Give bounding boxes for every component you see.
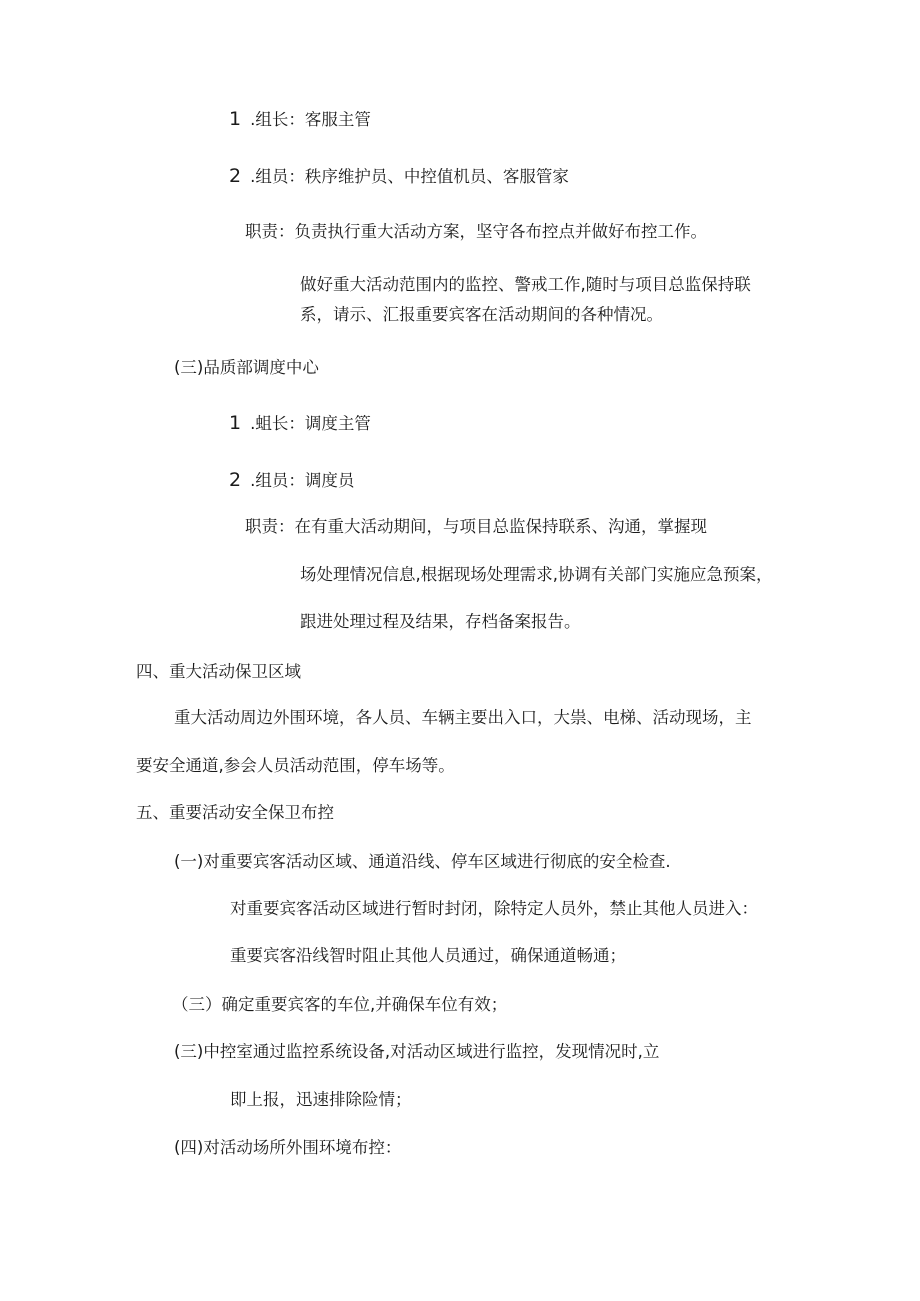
duty-continuation: 跟进处理过程及结果，存档备案报告。 [300, 612, 581, 631]
body-paragraph: 重要宾客沿线智时阻止其他人员通过，确保通道畅通； [230, 946, 626, 965]
list-number: 1 [229, 108, 242, 130]
list-text: .组长：客服主管 [250, 110, 371, 129]
list-item-leader [229, 107, 371, 132]
list-number: 1 [229, 412, 242, 434]
body-paragraph: 对重要宾客活动区域进行暂时封闭，除特定人员外，禁止其他人员进入： [230, 899, 758, 918]
list-item-members [229, 164, 569, 189]
list-number: 2 [229, 469, 242, 491]
list-item-members [229, 468, 354, 493]
list-number: 2 [229, 165, 242, 187]
list-text: .组员：秩序维护员、中控值机员、客服管家 [250, 167, 569, 186]
subsection-item: （三）确定重要宾客的车位,并确保车位有效； [172, 995, 508, 1014]
list-text: .组员：调度员 [250, 471, 355, 490]
body-paragraph: 重大活动周边外围环境，各人员、车辆主要出入口，大祟、电梯、活动现场，主 [174, 708, 752, 727]
duty-continuation: 做好重大活动范围内的监控、警戒工作,随时与项目总监保持联 [300, 275, 751, 294]
subsection-item: (一)对重要宾客活动区域、通道沿线、停车区域进行彻底的安全检查. [174, 852, 671, 871]
duty-paragraph: 职责：负责执行重大活动方案，坚守各布控点并做好布控工作。 [245, 222, 707, 241]
section-heading: 四、重大活动保卫区域 [136, 662, 301, 681]
body-continuation: 即上报，迅速排除险情； [230, 1090, 412, 1109]
list-item-leader [229, 411, 371, 436]
subsection-item: (三)中控室通过监控系统设备,对活动区域进行监控，发现情况时,立 [174, 1042, 660, 1061]
duty-paragraph: 职责：在有重大活动期间，与项目总监保持联系、沟通，掌握现 [245, 517, 707, 536]
subsection-item: (四)对活动场所外围环境布控： [174, 1138, 402, 1157]
subsection-heading: (三)品质部调度中心 [174, 358, 319, 377]
duty-continuation: 场处理情况信息,根据现场处理需求,协调有关部门实施应急预案， [300, 565, 773, 584]
list-text: .蛆长：调度主管 [250, 414, 371, 433]
section-heading: 五、重要活动安全保卫布控 [136, 803, 334, 822]
body-continuation: 要安全通道,参会人员活动范围，停车场等。 [136, 756, 455, 775]
duty-continuation: 系，请示、汇报重要宾客在活动期间的各种情况。 [300, 305, 663, 324]
